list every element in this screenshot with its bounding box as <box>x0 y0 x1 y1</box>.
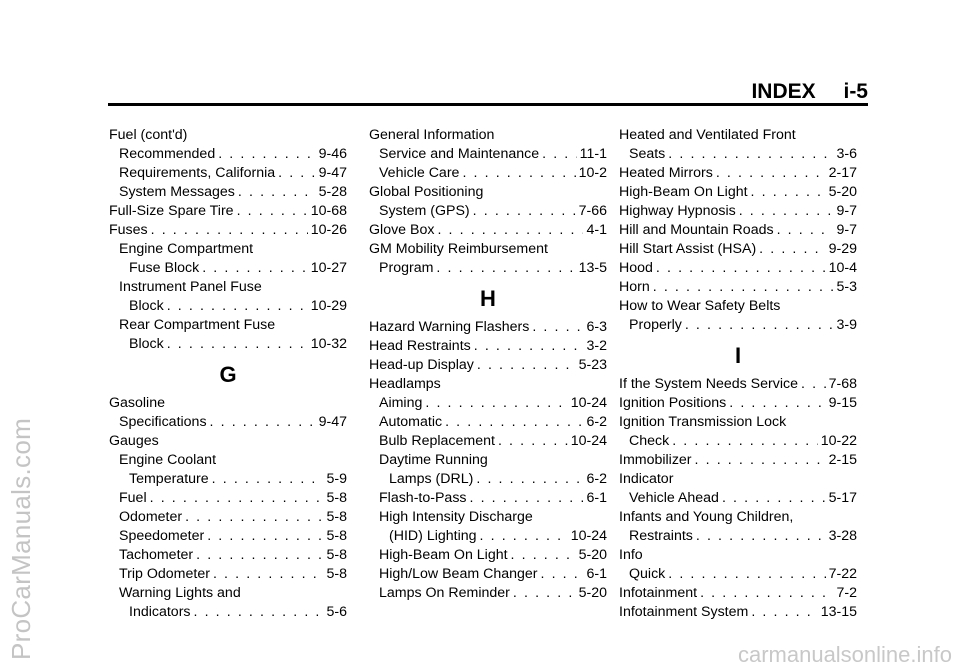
dot-leader <box>218 145 315 164</box>
dot-leader <box>167 335 308 354</box>
index-entry <box>619 470 857 489</box>
entry-page-ref: 7-66 <box>578 203 607 219</box>
entry-label: If the System Needs Service <box>619 376 798 392</box>
dot-leader <box>498 432 568 451</box>
index-entry <box>369 202 607 221</box>
index-entry <box>619 508 857 527</box>
dot-leader <box>696 527 826 546</box>
entry-page-ref: 5-8 <box>326 490 347 506</box>
dot-leader <box>425 394 567 413</box>
index-entry <box>369 470 607 489</box>
index-entry <box>619 413 857 432</box>
entry-page-ref: 10-4 <box>828 260 857 276</box>
entry-label: Heated Mirrors <box>619 165 713 181</box>
section-letter: G <box>219 362 237 387</box>
entry-label: Service and Maintenance <box>379 146 540 162</box>
dot-leader <box>194 603 324 622</box>
index-entry <box>369 145 607 164</box>
index-entry <box>619 183 857 202</box>
entry-label: (HID) Lighting <box>389 528 477 544</box>
footer-watermark: carmanualsonline.info <box>737 642 952 667</box>
entry-label: Head Restraints <box>369 338 471 354</box>
entry-label: Engine Compartment <box>119 241 254 257</box>
dot-leader <box>668 565 825 584</box>
index-entry <box>619 489 857 508</box>
dot-leader <box>751 183 826 202</box>
entry-label: Ignition Positions <box>619 395 727 411</box>
index-entry <box>109 240 347 259</box>
index-entry <box>369 489 607 508</box>
entry-label: Hill Start Assist (HSA) <box>619 241 757 257</box>
dot-leader <box>151 221 308 240</box>
entry-label: Bulb Replacement <box>379 433 495 449</box>
dot-leader <box>700 584 833 603</box>
entry-label: Rear Compartment Fuse <box>119 317 276 333</box>
page-header <box>751 80 868 104</box>
section-letter: I <box>734 343 742 368</box>
entry-label: Ignition Transmission Lock <box>619 414 787 430</box>
entry-page-ref: 3-28 <box>828 528 857 544</box>
index-column-1 <box>109 126 347 622</box>
index-entry <box>619 584 857 603</box>
entry-page-ref: 6-1 <box>586 566 607 582</box>
dot-leader <box>653 278 834 297</box>
entry-label: Vehicle Care <box>379 165 460 181</box>
entry-label: Program <box>379 260 434 276</box>
entry-label: Odometer <box>119 509 183 525</box>
entry-label: Instrument Panel Fuse <box>119 279 262 295</box>
entry-label: Specifications <box>119 414 207 430</box>
index-entry <box>619 432 857 451</box>
entry-page-ref: 9-7 <box>836 203 857 219</box>
index-entry <box>619 297 857 316</box>
index-entry <box>619 546 857 565</box>
entry-label: Seats <box>629 146 666 162</box>
entry-page-ref: 2-17 <box>828 165 857 181</box>
entry-label: Block <box>129 298 164 314</box>
entry-page-ref: 10-24 <box>570 395 607 411</box>
index-entry <box>109 413 347 432</box>
entry-label: Properly <box>629 317 682 333</box>
entry-label: Automatic <box>379 414 443 430</box>
dot-leader <box>445 413 583 432</box>
entry-label: Trip Odometer <box>119 566 210 582</box>
dot-leader <box>202 259 308 278</box>
index-entry <box>369 221 607 240</box>
entry-label: Hazard Warning Flashers <box>369 319 530 335</box>
dot-leader <box>477 356 576 375</box>
dot-leader <box>436 259 575 278</box>
dot-leader <box>542 145 577 164</box>
dot-leader <box>541 565 584 584</box>
dot-leader <box>695 451 826 470</box>
index-entry <box>109 164 347 183</box>
entry-page-ref: 5-8 <box>326 528 347 544</box>
index-entry <box>109 603 347 622</box>
entry-page-ref: 5-20 <box>578 585 607 601</box>
side-watermark <box>6 0 46 672</box>
dot-leader <box>207 527 323 546</box>
index-entry <box>369 356 607 375</box>
index-entry <box>109 297 347 316</box>
index-entry <box>109 202 347 221</box>
dot-leader <box>777 221 834 240</box>
dot-leader <box>462 164 575 183</box>
entry-label: Infants and Young Children, <box>619 509 794 525</box>
entry-page-ref: 5-20 <box>828 184 857 200</box>
entry-page-ref: 7-22 <box>828 566 857 582</box>
entry-page-ref: 10-27 <box>310 260 347 276</box>
index-entry <box>109 221 347 240</box>
index-entry <box>109 278 347 297</box>
entry-page-ref: 4-1 <box>586 222 607 238</box>
entry-page-ref: 5-28 <box>318 184 347 200</box>
dot-leader <box>668 145 833 164</box>
entry-page-ref: 11-1 <box>579 146 607 162</box>
dot-leader <box>473 202 576 221</box>
index-entry <box>369 584 607 603</box>
entry-page-ref: 2-15 <box>828 452 857 468</box>
entry-label: Requirements, California <box>119 165 276 181</box>
index-entry <box>369 126 607 145</box>
dot-leader <box>210 413 316 432</box>
dot-leader <box>150 489 324 508</box>
entry-label: Speedometer <box>119 528 205 544</box>
entry-label: Warning Lights and <box>119 585 241 601</box>
index-entry <box>109 432 347 451</box>
entry-label: Check <box>629 433 670 449</box>
entry-page-ref: 9-29 <box>828 241 857 257</box>
index-entry <box>109 126 347 145</box>
index-entry <box>109 527 347 546</box>
index-entry <box>369 565 607 584</box>
index-entry <box>369 337 607 356</box>
entry-label: Restraints <box>629 528 693 544</box>
entry-page-ref: 6-2 <box>586 414 607 430</box>
dot-leader <box>729 394 825 413</box>
entry-label: Indicator <box>619 471 674 487</box>
index-entry <box>619 164 857 183</box>
index-entry <box>369 375 607 394</box>
dot-leader <box>474 337 584 356</box>
page-number: i-5 <box>843 80 868 103</box>
entry-label: Hill and Mountain Roads <box>619 222 774 238</box>
entry-label: Tachometer <box>119 547 194 563</box>
entry-label: High-Beam On Light <box>379 547 508 563</box>
entry-page-ref: 13-15 <box>820 604 857 620</box>
index-entry <box>369 394 607 413</box>
entry-label: GM Mobility Reimbursement <box>369 241 548 257</box>
index-entry <box>619 451 857 470</box>
entry-page-ref: 3-9 <box>836 317 857 333</box>
entry-page-ref: 6-3 <box>586 319 607 335</box>
entry-page-ref: 10-24 <box>570 433 607 449</box>
dot-leader <box>716 164 826 183</box>
entry-label: Glove Box <box>369 222 435 238</box>
entry-label: Indicators <box>129 604 191 620</box>
index-entry <box>369 413 607 432</box>
index-entry <box>369 451 607 470</box>
entry-page-ref: 7-2 <box>836 585 857 601</box>
dot-leader <box>470 489 584 508</box>
dot-leader <box>196 546 323 565</box>
dot-leader <box>739 202 834 221</box>
index-entry <box>619 603 857 622</box>
index-entry <box>619 240 857 259</box>
entry-page-ref: 7-68 <box>828 376 857 392</box>
entry-page-ref: 5-3 <box>836 279 857 295</box>
entry-label: General Information <box>369 127 495 143</box>
entry-label: Temperature <box>129 471 209 487</box>
dot-leader <box>480 527 568 546</box>
dot-leader <box>672 432 817 451</box>
entry-label: Headlamps <box>369 376 441 392</box>
entry-page-ref: 10-24 <box>570 528 607 544</box>
entry-page-ref: 10-22 <box>820 433 857 449</box>
entry-label: Global Positioning <box>369 184 484 200</box>
entry-label: Lamps On Reminder <box>379 585 510 601</box>
entry-page-ref: 5-23 <box>578 357 607 373</box>
entry-label: High Intensity Discharge <box>379 509 533 525</box>
entry-page-ref: 5-8 <box>326 509 347 525</box>
dot-leader <box>237 202 308 221</box>
index-entry <box>109 565 347 584</box>
entry-label: Flash-to-Pass <box>379 490 467 506</box>
index-entry <box>109 183 347 202</box>
index-entry <box>369 164 607 183</box>
entry-label: Fuel (cont'd) <box>109 127 188 143</box>
side-watermark-text: ProCarManuals.com <box>6 417 36 660</box>
index-entry <box>109 259 347 278</box>
index-entry <box>369 183 607 202</box>
dot-leader <box>532 318 583 337</box>
index-entry <box>109 470 347 489</box>
index-entry <box>619 565 857 584</box>
entry-page-ref: 10-32 <box>310 336 347 352</box>
dot-leader <box>238 183 316 202</box>
index-entry <box>109 489 347 508</box>
entry-page-ref: 5-17 <box>828 490 857 506</box>
entry-page-ref: 9-47 <box>318 414 347 430</box>
dot-leader <box>685 316 834 335</box>
index-entry <box>619 278 857 297</box>
dot-leader <box>759 240 825 259</box>
entry-label: Heated and Ventilated Front <box>619 127 796 143</box>
dot-leader <box>801 375 826 394</box>
index-entry <box>619 527 857 546</box>
dot-leader <box>185 508 323 527</box>
entry-label: Aiming <box>379 395 423 411</box>
entry-page-ref: 13-5 <box>578 260 607 276</box>
entry-page-ref: 5-6 <box>326 604 347 620</box>
entry-label: How to Wear Safety Belts <box>619 298 781 314</box>
entry-label: System Messages <box>119 184 235 200</box>
dot-leader <box>167 297 308 316</box>
entry-label: System (GPS) <box>379 203 470 219</box>
index-column-3 <box>619 126 857 622</box>
index-entry <box>109 316 347 335</box>
index-entry <box>369 240 607 259</box>
index-entry <box>369 318 607 337</box>
entry-page-ref: 10-68 <box>310 203 347 219</box>
index-entry <box>109 335 347 354</box>
header-rule <box>108 103 868 106</box>
dot-leader <box>656 259 826 278</box>
dot-leader <box>476 470 583 489</box>
index-entry <box>369 432 607 451</box>
index-entry <box>619 316 857 335</box>
entry-label: Hood <box>619 260 653 276</box>
entry-page-ref: 5-8 <box>326 566 347 582</box>
index-entry <box>619 259 857 278</box>
dot-leader <box>511 546 576 565</box>
entry-label: Info <box>619 547 643 563</box>
index-entry <box>109 546 347 565</box>
entry-label: Infotainment System <box>619 604 749 620</box>
entry-page-ref: 5-8 <box>326 547 347 563</box>
entry-label: Highway Hypnosis <box>619 203 736 219</box>
index-column-2 <box>369 126 607 603</box>
entry-label: Quick <box>629 566 666 582</box>
index-entry <box>619 221 857 240</box>
dot-leader <box>278 164 315 183</box>
entry-label: Horn <box>619 279 650 295</box>
entry-page-ref: 5-20 <box>578 547 607 563</box>
index-entry <box>369 259 607 278</box>
entry-page-ref: 10-26 <box>310 222 347 238</box>
entry-page-ref: 5-9 <box>326 471 347 487</box>
entry-label: Full-Size Spare Tire <box>109 203 234 219</box>
entry-label: High/Low Beam Changer <box>379 566 538 582</box>
index-entry <box>369 527 607 546</box>
dot-leader <box>722 489 826 508</box>
entry-page-ref: 10-2 <box>578 165 607 181</box>
dot-leader <box>213 565 324 584</box>
entry-page-ref: 9-47 <box>318 165 347 181</box>
index-entry <box>619 202 857 221</box>
index-entry <box>109 145 347 164</box>
index-entry <box>619 126 857 145</box>
entry-label: Gasoline <box>109 395 165 411</box>
entry-label: Lamps (DRL) <box>389 471 474 487</box>
entry-page-ref: 9-7 <box>836 222 857 238</box>
index-entry <box>109 451 347 470</box>
entry-label: Block <box>129 336 164 352</box>
index-entry <box>109 394 347 413</box>
dot-leader <box>437 221 583 240</box>
entry-page-ref: 9-15 <box>828 395 857 411</box>
entry-label: Fuse Block <box>129 260 200 276</box>
index-entry <box>109 584 347 603</box>
page-title: INDEX <box>751 80 816 103</box>
index-entry <box>369 508 607 527</box>
index-entry <box>619 145 857 164</box>
entry-page-ref: 6-1 <box>586 490 607 506</box>
index-entry <box>619 394 857 413</box>
section-letter: H <box>480 286 496 311</box>
entry-label: Immobilizer <box>619 452 692 468</box>
entry-page-ref: 10-29 <box>310 298 347 314</box>
dot-leader <box>212 470 324 489</box>
entry-label: Infotainment <box>619 585 698 601</box>
dot-leader <box>513 584 576 603</box>
entry-label: Daytime Running <box>379 452 488 468</box>
entry-label: Recommended <box>119 146 216 162</box>
index-entry <box>109 508 347 527</box>
dot-leader <box>751 603 817 622</box>
entry-page-ref: 9-46 <box>318 146 347 162</box>
entry-label: Vehicle Ahead <box>629 490 719 506</box>
entry-label: Fuel <box>119 490 147 506</box>
entry-page-ref: 6-2 <box>586 471 607 487</box>
entry-page-ref: 3-6 <box>836 146 857 162</box>
entry-label: Fuses <box>109 222 148 238</box>
index-entry <box>369 546 607 565</box>
entry-label: Gauges <box>109 433 159 449</box>
entry-page-ref: 3-2 <box>586 338 607 354</box>
entry-label: Engine Coolant <box>119 452 217 468</box>
entry-label: Head-up Display <box>369 357 474 373</box>
entry-label: High-Beam On Light <box>619 184 748 200</box>
index-entry <box>619 375 857 394</box>
